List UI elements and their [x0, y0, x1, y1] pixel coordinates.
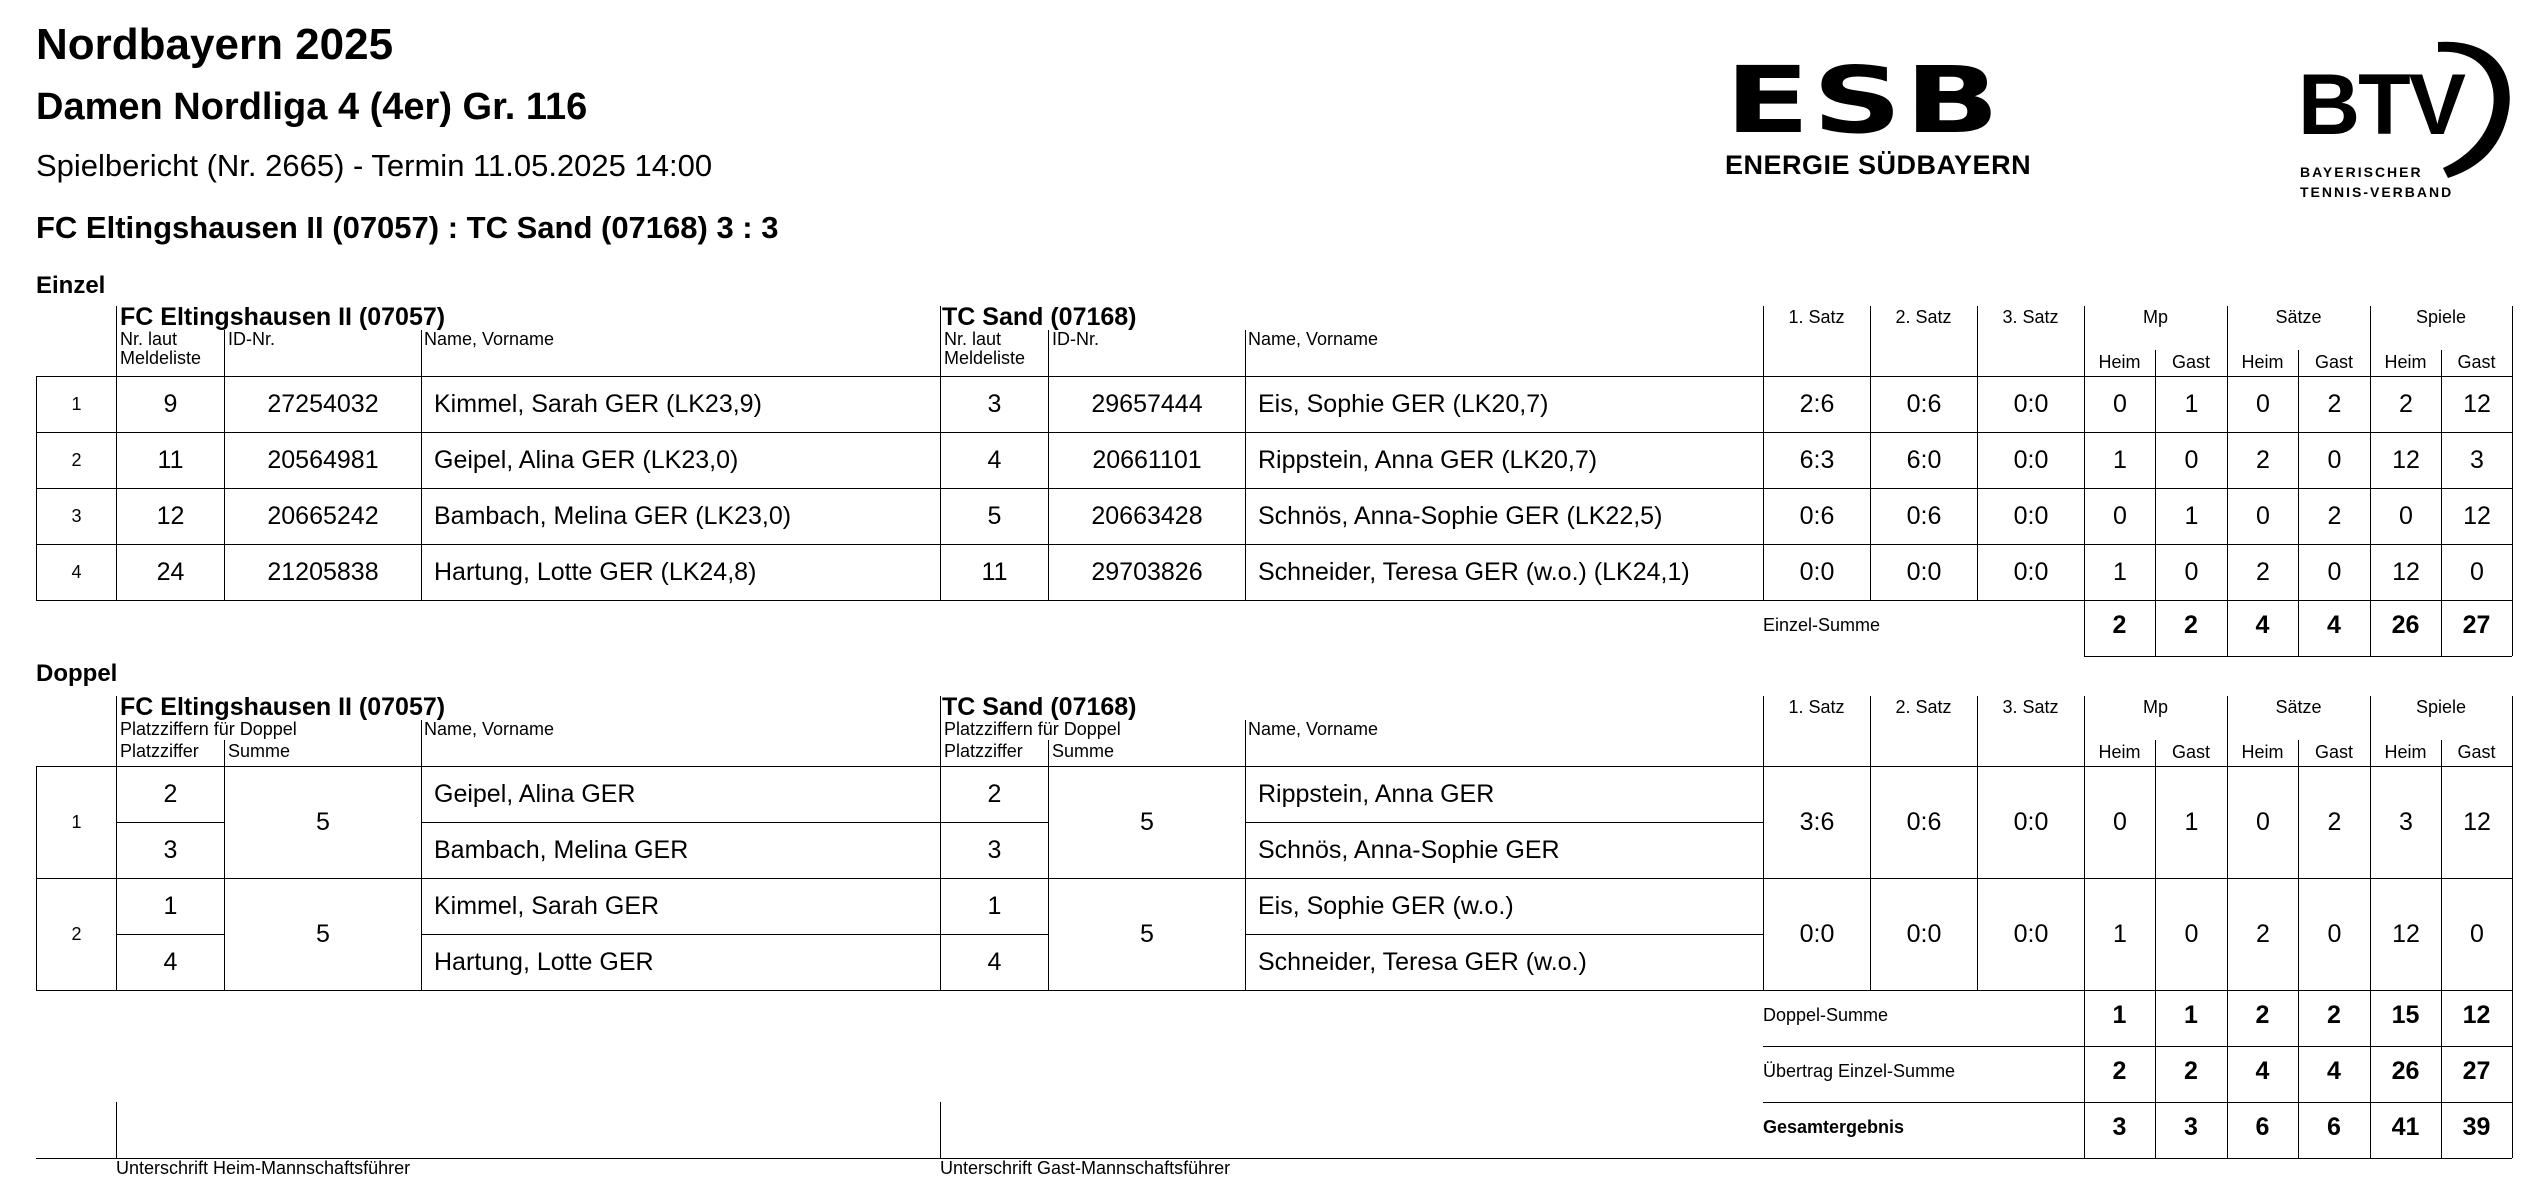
einzel-hdr-nr: Nr. laut Meldeliste — [120, 329, 202, 368]
esb-logo-subtitle: ENERGIE SÜDBAYERN — [1725, 150, 2032, 180]
einzel-hdr-spiele: Spiele — [2415, 307, 2467, 327]
report-info: Spielbericht (Nr. 2665) - Termin 11.05.2025 14:00 — [36, 148, 713, 183]
einzel-hdr-mp-gast: Gast — [2171, 352, 2210, 372]
doppel-hdr-sp-gast: Gast — [2457, 742, 2496, 762]
btv-logo-sub1: BAYERISCHER — [2300, 164, 2423, 180]
einzel-sum-sa-heim: 4 — [2255, 611, 2270, 639]
doppel-hdr-mp-gast: Gast — [2171, 742, 2210, 762]
doppel-hdr-s1: 1. Satz — [1788, 697, 1845, 717]
doppel-hdr-g-name: Name, Vorname — [1248, 719, 1379, 739]
carry-mp-gast: 2 — [2184, 1057, 2198, 1085]
einzel-sum-label: Einzel-Summe — [1763, 615, 1881, 635]
esb-logo-text: ESB — [1725, 47, 2003, 154]
carry-sa-gast: 4 — [2327, 1057, 2341, 1085]
einzel-hdr-s2: 2. Satz — [1895, 307, 1952, 327]
doppel-sum-sa-heim: 2 — [2255, 1001, 2270, 1029]
doppel-sum-sa-gast: 2 — [2327, 1001, 2341, 1029]
total-sa-heim: 6 — [2255, 1113, 2270, 1141]
total-sp-heim: 41 — [2391, 1113, 2420, 1141]
doppel-home-team: FC Eltingshausen II (07057) — [120, 693, 446, 721]
signature-guest-label: Unterschrift Gast-Mannschaftsführer — [940, 1158, 1231, 1178]
signature-guest-box[interactable] — [940, 1102, 941, 1158]
table-row: 1 2 5 Geipel, Alina GER 2 5 Rippstein, Anna GER 3:6 0:6 0:0 0 1 0 2 3 12 — [37, 767, 2513, 823]
doppel-table — [36, 766, 2513, 991]
carry-sum-label: Übertrag Einzel-Summe — [1763, 1061, 1956, 1081]
einzel-hdr-mp: Mp — [2142, 307, 2168, 327]
einzel-hdr-sa-gast: Gast — [2314, 352, 2353, 372]
table-row: 3 12 20665242 Bambach, Melina GER (LK23,0) 5 20663428 Schnös, Anna-Sophie GER (LK22,5) 0:6 0:6 0:0 0 1 0 2 0 12 — [37, 489, 2513, 545]
doppel-sum-sp-gast: 12 — [2462, 1001, 2491, 1029]
einzel-sum-mp-heim: 2 — [2112, 611, 2127, 639]
carry-sa-heim: 4 — [2255, 1057, 2270, 1085]
doppel-guest-team: TC Sand (07168) — [942, 693, 1137, 721]
doppel-sum-mp-gast: 1 — [2184, 1001, 2198, 1029]
league-subtitle: Damen Nordliga 4 (4er) Gr. 116 — [36, 86, 588, 128]
table-row: 4 24 21205838 Hartung, Lotte GER (LK24,8) 11 29703826 Schneider, Teresa GER (w.o.) (LK24,1) 0:0 0:0 0:0 1 0 2 0 12 0 — [37, 545, 2513, 601]
table-row: 2 1 5 Kimmel, Sarah GER 1 5 Eis, Sophie GER (w.o.) 0:0 0:0 0:0 1 0 2 0 12 0 — [37, 879, 2513, 935]
total-mp-gast: 3 — [2184, 1113, 2198, 1141]
carry-mp-heim: 2 — [2112, 1057, 2127, 1085]
doppel-hdr-mp-heim: Heim — [2098, 742, 2141, 762]
einzel-sum-sa-gast: 4 — [2327, 611, 2341, 639]
einzel-hdr-s3: 3. Satz — [2002, 307, 2059, 327]
einzel-hdr-g-nr: Nr. laut Meldeliste — [944, 329, 1026, 368]
esb-logo — [1725, 47, 2032, 181]
doppel-hdr-summe: Summe — [228, 741, 291, 761]
doppel-hdr-s3: 3. Satz — [2002, 697, 2059, 717]
page-title: Nordbayern 2025 — [36, 20, 394, 69]
carry-sp-heim: 26 — [2391, 1057, 2420, 1085]
einzel-hdr-saetze: Sätze — [2275, 307, 2322, 327]
doppel-hdr-g-pz2: Platzziffer — [944, 741, 1023, 761]
table-row: 4 Hartung, Lotte GER 4 Schneider, Teresa GER (w.o.) — [37, 935, 2513, 991]
doppel-hdr-name: Name, Vorname — [424, 719, 555, 739]
doppel-hdr-saetze: Sätze — [2275, 697, 2322, 717]
table-row: 2 11 20564981 Geipel, Alina GER (LK23,0) 4 20661101 Rippstein, Anna GER (LK20,7) 6:3 6:0 0:0 1 0 2 0 12 3 — [37, 433, 2513, 489]
doppel-hdr-s2: 2. Satz — [1895, 697, 1952, 717]
einzel-section-title: Einzel — [36, 272, 106, 299]
einzel-hdr-name: Name, Vorname — [424, 329, 555, 349]
einzel-hdr-id: ID-Nr. — [228, 329, 275, 349]
einzel-guest-team: TC Sand (07168) — [942, 303, 1137, 331]
table-row: 3 Bambach, Melina GER 3 Schnös, Anna-Sophie GER — [37, 823, 2513, 879]
doppel-hdr-sp-heim: Heim — [2384, 742, 2427, 762]
doppel-hdr-sa-gast: Gast — [2314, 742, 2353, 762]
einzel-sum-mp-gast: 2 — [2184, 611, 2198, 639]
einzel-sum-sp-gast: 27 — [2462, 611, 2491, 639]
table-row: 1 9 27254032 Kimmel, Sarah GER (LK23,9) 3 29657444 Eis, Sophie GER (LK20,7) 2:6 0:6 0:0 0 1 0 2 2 12 — [37, 377, 2513, 433]
doppel-sum-sp-heim: 15 — [2391, 1001, 2420, 1029]
btv-logo — [2298, 30, 2518, 205]
einzel-hdr-g-id: ID-Nr. — [1052, 329, 1099, 349]
einzel-hdr-g-name: Name, Vorname — [1248, 329, 1379, 349]
match-result: FC Eltingshausen II (07057) : TC Sand (07168) 3 : 3 — [36, 210, 779, 245]
total-sp-gast: 39 — [2462, 1113, 2491, 1141]
btv-logo-text: BTV — [2298, 57, 2464, 153]
doppel-hdr-sa-heim: Heim — [2241, 742, 2284, 762]
signature-home-box[interactable] — [116, 1102, 117, 1158]
doppel-hdr-mp: Mp — [2142, 697, 2168, 717]
signature-home-label: Unterschrift Heim-Mannschaftsführer — [116, 1158, 411, 1178]
doppel-hdr-pz2: Platzziffer — [120, 741, 199, 761]
doppel-section-title: Doppel — [36, 660, 118, 687]
doppel-hdr-g-pz: Platzziffern für Doppel — [944, 719, 1121, 739]
doppel-hdr-g-summe: Summe — [1052, 741, 1115, 761]
einzel-hdr-mp-heim: Heim — [2098, 352, 2141, 372]
doppel-sum-label: Doppel-Summe — [1763, 1005, 1889, 1025]
einzel-home-team: FC Eltingshausen II (07057) — [120, 303, 446, 331]
einzel-hdr-sa-heim: Heim — [2241, 352, 2284, 372]
einzel-hdr-sp-gast: Gast — [2457, 352, 2496, 372]
total-sa-gast: 6 — [2327, 1113, 2341, 1141]
btv-logo-sub2: TENNIS-VERBAND — [2300, 184, 2454, 200]
doppel-hdr-pz: Platzziffern für Doppel — [120, 719, 297, 739]
total-mp-heim: 3 — [2112, 1113, 2127, 1141]
doppel-sum-mp-heim: 1 — [2112, 1001, 2127, 1029]
einzel-table — [36, 376, 2513, 601]
einzel-hdr-s1: 1. Satz — [1788, 307, 1845, 327]
total-label: Gesamtergebnis — [1763, 1117, 1905, 1137]
carry-sp-gast: 27 — [2462, 1057, 2491, 1085]
einzel-hdr-sp-heim: Heim — [2384, 352, 2427, 372]
einzel-sum-sp-heim: 26 — [2391, 611, 2420, 639]
doppel-hdr-spiele: Spiele — [2415, 697, 2467, 717]
